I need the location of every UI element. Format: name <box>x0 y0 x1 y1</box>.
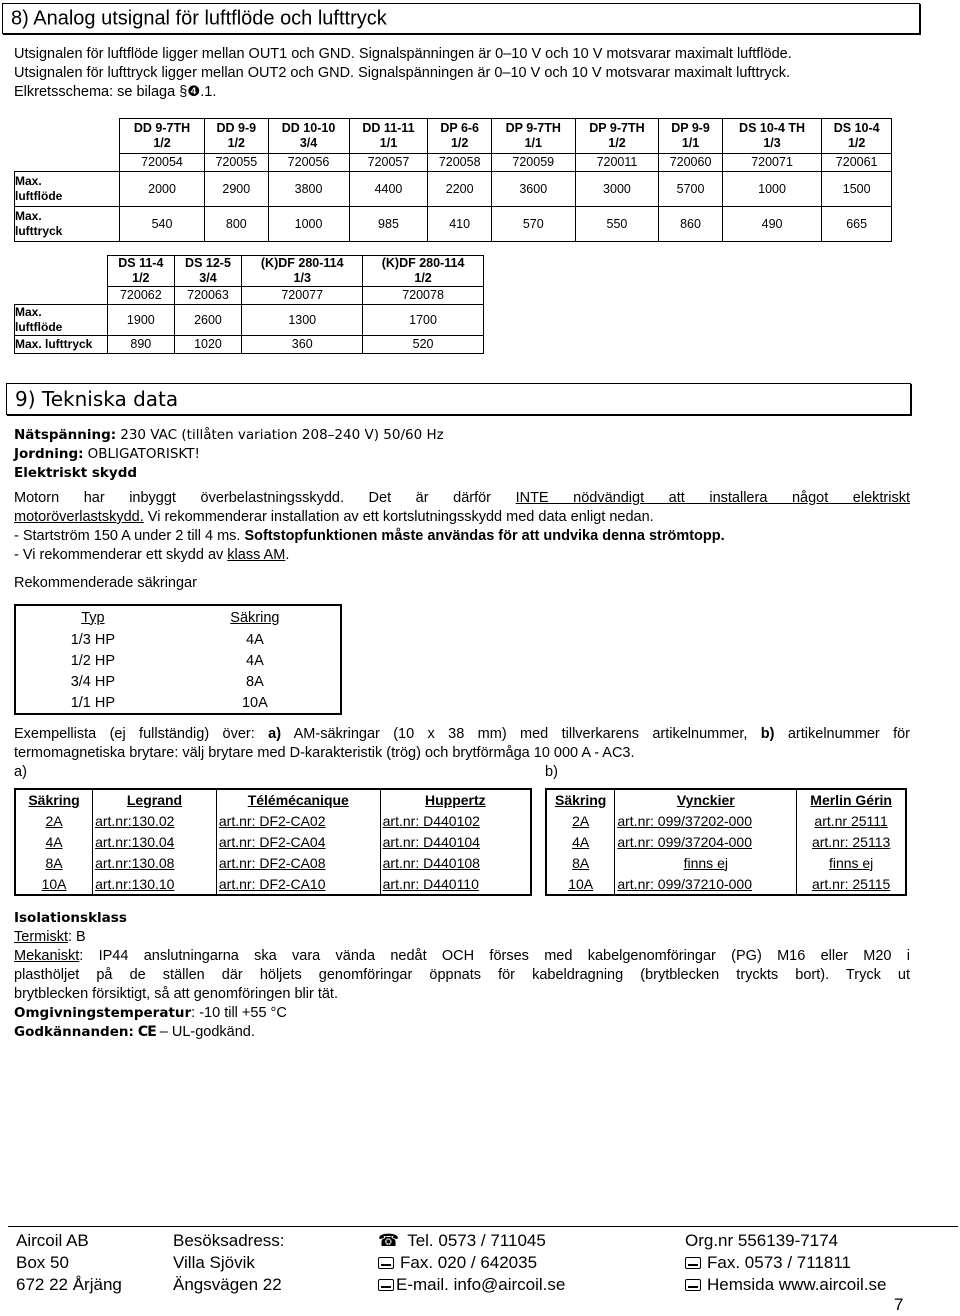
table-cell: 3/4 HP <box>70 673 116 690</box>
table-row <box>546 852 906 873</box>
row-label-max-pressure: Max. lufttryck <box>15 207 120 242</box>
footer-tel: ☎ Tel. 0573 / 711045 <box>378 1231 546 1251</box>
section-9-title: 9) Tekniska data <box>15 387 179 411</box>
flow-cell: 4400 <box>349 172 428 207</box>
insulation-heading: Isolationsklass <box>14 910 127 926</box>
table-cell: 10A <box>546 873 615 895</box>
pressure-cell: 985 <box>349 207 428 242</box>
fuses-heading: Rekommenderade säkringar <box>14 575 197 591</box>
row-label-max-airflow: Max. luftflöde <box>15 172 120 207</box>
motor-line-1: Motorn har inbyggt överbelastningsskydd. Det är därför INTE nödvändigt att installera något elektriskt <box>14 490 910 506</box>
airflow-table-1 <box>14 118 892 242</box>
earth-value: OBLIGATORISKT! <box>87 446 200 462</box>
pressure-cell: 360 <box>242 336 363 354</box>
table-cell: 8A <box>246 673 264 690</box>
approval-line: Godkännanden: CE – UL-godkänd. <box>14 1024 255 1040</box>
table-row <box>15 671 341 692</box>
footer-fax1: Fax. 020 / 642035 <box>378 1252 565 1274</box>
table-cell: art.nr: DF2-CA10 <box>216 873 380 895</box>
table-cell <box>15 154 120 172</box>
table-row <box>15 873 531 895</box>
ce-mark-icon: CE <box>137 1024 156 1040</box>
flow-cell: 2000 <box>120 172 205 207</box>
pressure-cell: 410 <box>428 207 491 242</box>
footer-web-link[interactable]: Hemsida www.aircoil.se <box>707 1275 887 1294</box>
artnr-cell: 720063 <box>174 287 242 305</box>
model-cell: DD 10-10 3/4 <box>268 119 349 154</box>
table-row <box>15 810 531 831</box>
supply-label: Nätspänning: <box>14 427 117 443</box>
pressure-cell: 800 <box>205 207 268 242</box>
table-cell: art.nr: DF2-CA02 <box>216 810 380 831</box>
thermal-line: Termiskt: B <box>14 929 86 945</box>
supply-info <box>14 426 910 483</box>
label-b: b) <box>545 764 558 780</box>
table-row <box>15 605 341 629</box>
table-cell: art.nr: DF2-CA08 <box>216 852 380 873</box>
model-cell: DD 11-11 1/1 <box>349 119 428 154</box>
table-cell <box>15 256 108 287</box>
table-cell <box>15 119 120 154</box>
artnr-cell: 720071 <box>722 154 822 172</box>
supply-value: 230 VAC (tillåten variation 208–240 V) 50/60 Hz <box>120 427 444 443</box>
model-cell: DP 9-7TH 1/2 <box>575 119 659 154</box>
model-cell: DP 9-9 1/1 <box>659 119 722 154</box>
column-header: Säkring <box>546 789 615 810</box>
table-cell: art.nr:130.04 <box>93 831 217 852</box>
artnr-cell: 720059 <box>491 154 575 172</box>
flow-cell: 1500 <box>822 172 892 207</box>
footer-box: Box 50 <box>16 1253 69 1272</box>
artnr-cell: 720058 <box>428 154 491 172</box>
model-cell: DP 6-6 1/2 <box>428 119 491 154</box>
table-row <box>546 810 906 831</box>
flow-cell: 1700 <box>363 305 484 336</box>
model-cell: (K)DF 280-114 1/3 <box>242 256 363 287</box>
footer-contact-col <box>378 1230 565 1296</box>
table-cell: art.nr: D440110 <box>380 873 531 895</box>
table-row <box>15 207 892 242</box>
table-row <box>546 873 906 895</box>
row-label-max-airflow: Max. luftflöde <box>15 305 108 336</box>
intro-line: Utsignalen för lufttryck ligger mellan OUT2 och GND. Signalspänningen är 0–10 V och 10 V motsvarar maximalt lufttryck. <box>14 65 791 81</box>
table-cell: 4A <box>546 831 615 852</box>
pressure-cell: 1020 <box>174 336 242 354</box>
section-8-intro <box>14 45 944 102</box>
example-text <box>14 725 910 763</box>
flow-cell: 3600 <box>491 172 575 207</box>
footer-org-col <box>685 1230 887 1296</box>
artnr-cell: 720077 <box>242 287 363 305</box>
table-cell: 1/2 HP <box>70 652 116 669</box>
footer-visit-label: Besöksadress: <box>173 1231 285 1250</box>
column-header: Säkring <box>15 789 93 810</box>
table-cell: 2A <box>15 810 93 831</box>
label-a: a) <box>14 764 27 780</box>
footer-company: Aircoil AB <box>16 1231 89 1250</box>
mech-line-3: brytblecken försiktigt, så att genomföringen blir tät. <box>14 986 338 1002</box>
table-cell: 1/3 HP <box>70 631 116 648</box>
fuse-table-b <box>545 788 907 896</box>
section-8-title: 8) Analog utsignal för luftflöde och lufttryck <box>11 7 387 29</box>
table-cell: 8A <box>546 852 615 873</box>
table-cell: 4A <box>246 631 264 648</box>
flow-cell: 2900 <box>205 172 268 207</box>
artnr-cell: 720062 <box>108 287 175 305</box>
protection-class-line: - Vi rekommenderar ett skydd av klass AM. <box>14 547 290 563</box>
intro-line: Utsignalen för luftflöde ligger mellan OUT1 och GND. Signalspänningen är 0–10 V och 10 V motsvarar maximalt luftflöde. <box>14 46 792 62</box>
model-cell: DS 10-4 TH 1/3 <box>722 119 822 154</box>
footer-visit-street2: Ängsvägen 22 <box>173 1275 282 1294</box>
table-row <box>15 154 892 172</box>
footer-fax2: Fax. 0573 / 711811 <box>685 1252 887 1274</box>
column-header: Legrand <box>93 789 217 810</box>
pressure-cell: 570 <box>491 207 575 242</box>
pressure-cell: 540 <box>120 207 205 242</box>
section-9-heading <box>6 383 911 415</box>
pressure-cell: 520 <box>363 336 484 354</box>
footer-orgnr: Org.nr 556139-7174 <box>685 1231 839 1250</box>
flow-cell: 2600 <box>174 305 242 336</box>
pressure-cell: 550 <box>575 207 659 242</box>
artnr-cell: 720060 <box>659 154 722 172</box>
table-cell: art.nr: 25115 <box>797 873 906 895</box>
column-header: Vynckier <box>615 789 797 810</box>
table-cell: 10A <box>15 873 93 895</box>
mech-line-2: plasthöljet på de ställen där höljets genomföringar öppnats för kabeldragning (brytblecken tryckts bort). Tryck ut <box>14 967 910 983</box>
column-header: Säkring <box>230 609 280 626</box>
table-cell: art.nr: DF2-CA04 <box>216 831 380 852</box>
table-cell <box>15 287 108 305</box>
table-row <box>15 789 531 810</box>
table-cell: art.nr: D440104 <box>380 831 531 852</box>
table-cell: 1/1 HP <box>70 694 116 711</box>
model-cell: DS 11-4 1/2 <box>108 256 175 287</box>
protection-heading: Elektriskt skydd <box>14 465 138 481</box>
table-row <box>15 831 531 852</box>
fax-icon <box>378 1257 394 1269</box>
table-cell: art.nr: 099/37204-000 <box>615 831 797 852</box>
footer-postal: 672 22 Årjäng <box>16 1275 122 1294</box>
table-cell: art.nr: 099/37210-000 <box>615 873 797 895</box>
model-cell: DS 10-4 1/2 <box>822 119 892 154</box>
table-cell: art.nr: D440108 <box>380 852 531 873</box>
mech-line-1: Mekaniskt: IP44 anslutningarna ska vara vända nedåt OCH förses med kabelgenomföringar (PG) M16 eller M20 i <box>14 948 910 964</box>
model-cell: (K)DF 280-114 1/2 <box>363 256 484 287</box>
artnr-cell: 720078 <box>363 287 484 305</box>
row-label-max-pressure: Max. lufttryck <box>15 336 108 354</box>
table-cell: art.nr 25111 <box>797 810 906 831</box>
pressure-cell: 665 <box>822 207 892 242</box>
artnr-cell: 720011 <box>575 154 659 172</box>
flow-cell: 3000 <box>575 172 659 207</box>
table-cell: 4A <box>246 652 264 669</box>
artnr-cell: 720056 <box>268 154 349 172</box>
flow-cell: 1900 <box>108 305 175 336</box>
model-cell: DD 9-7TH 1/2 <box>120 119 205 154</box>
table-cell: art.nr:130.08 <box>93 852 217 873</box>
table-row <box>15 629 341 650</box>
intro-line: Elkretsschema: se bilaga §❹.1. <box>14 84 217 100</box>
insulation-section <box>14 909 910 1042</box>
model-cell: DS 12-5 3/4 <box>174 256 242 287</box>
table-cell: finns ej <box>615 852 797 873</box>
table-row <box>15 650 341 671</box>
flow-cell: 1300 <box>242 305 363 336</box>
table-cell: 8A <box>15 852 93 873</box>
footer-email <box>378 1274 565 1296</box>
protection-text <box>14 489 910 565</box>
footer-email-link[interactable]: E-mail. info@aircoil.se <box>396 1275 566 1294</box>
pressure-cell: 890 <box>108 336 175 354</box>
column-header: Huppertz <box>380 789 531 810</box>
model-cell: DD 9-9 1/2 <box>205 119 268 154</box>
table-cell: art.nr:130.10 <box>93 873 217 895</box>
table-cell: art.nr: 25113 <box>797 831 906 852</box>
flow-cell: 1000 <box>722 172 822 207</box>
flow-cell: 3800 <box>268 172 349 207</box>
table-cell: art.nr: 099/37202-000 <box>615 810 797 831</box>
table-cell: art.nr:130.02 <box>93 810 217 831</box>
footer-divider <box>8 1226 958 1227</box>
pressure-cell: 860 <box>659 207 722 242</box>
table-row <box>15 336 484 354</box>
flow-cell: 2200 <box>428 172 491 207</box>
table-cell: 2A <box>546 810 615 831</box>
ambient-line: Omgivningstemperatur: -10 till +55 °C <box>14 1005 287 1021</box>
page-number: 7 <box>894 1295 904 1314</box>
table-row <box>15 852 531 873</box>
table-row <box>546 831 906 852</box>
footer-company-col <box>16 1230 122 1296</box>
earth-label: Jordning: <box>14 446 84 462</box>
example-line-1: Exempellista (ej fullständig) över: a) AM-säkringar (10 x 38 mm) med tillverkarens artikelnummer, b) artikelnummer för <box>14 726 911 742</box>
section-8-heading <box>2 3 920 34</box>
column-header: Merlin Gérin <box>797 789 906 810</box>
computer-icon <box>378 1279 394 1291</box>
table-row <box>15 119 892 154</box>
flow-cell: 5700 <box>659 172 722 207</box>
phone-icon: ☎ <box>378 1231 400 1251</box>
table-cell: 4A <box>15 831 93 852</box>
footer-web <box>685 1274 887 1296</box>
airflow-table-2 <box>14 255 484 354</box>
table-row <box>15 287 484 305</box>
table-cell: art.nr: D440102 <box>380 810 531 831</box>
model-cell: DP 9-7TH 1/1 <box>491 119 575 154</box>
start-current-line: - Startström 150 A under 2 till 4 ms. Softstopfunktionen måste användas för att undvika denna strömtopp. <box>14 528 725 544</box>
table-row <box>15 692 341 714</box>
artnr-cell: 720055 <box>205 154 268 172</box>
table-row <box>546 789 906 810</box>
footer-visit-col <box>173 1230 285 1296</box>
pressure-cell: 1000 <box>268 207 349 242</box>
table-row <box>15 305 484 336</box>
table-row <box>15 172 892 207</box>
column-header: Télémécanique <box>216 789 380 810</box>
table-cell: finns ej <box>797 852 906 873</box>
fuse-table-a <box>14 788 532 896</box>
artnr-cell: 720061 <box>822 154 892 172</box>
artnr-cell: 720057 <box>349 154 428 172</box>
column-header: Typ <box>81 609 105 626</box>
pressure-cell: 490 <box>722 207 822 242</box>
fax-icon <box>685 1257 701 1269</box>
motor-line-2: motoröverlastskydd. Vi rekommenderar installation av ett kortslutningsskydd med data enligt nedan. <box>14 509 654 525</box>
fuse-table <box>14 604 342 715</box>
footer-visit-street1: Villa Sjövik <box>173 1253 255 1272</box>
table-cell: 10A <box>241 694 268 711</box>
table-row <box>15 256 484 287</box>
example-line-2: termomagnetiska brytare: välj brytare med D-karakteristik (trög) och brytförmåga 10 000 A - AC3. <box>14 745 635 761</box>
artnr-cell: 720054 <box>120 154 205 172</box>
computer-icon <box>685 1279 701 1291</box>
